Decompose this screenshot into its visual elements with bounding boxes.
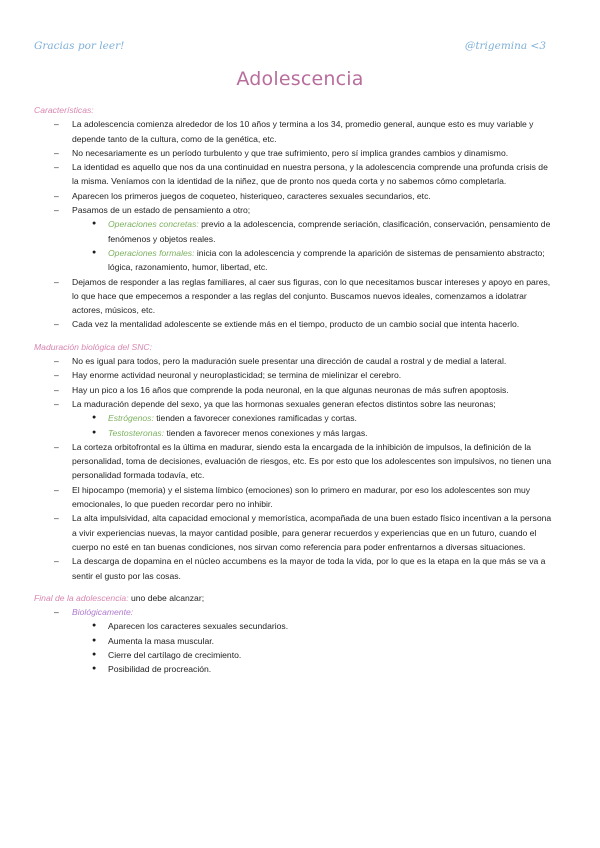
list-item: – Cada vez la mentalidad adolescente se extiende más en el tiempo, producto de un cambio social que intenta hacerlo. xyxy=(34,317,554,331)
header-left-note: Gracias por leer! xyxy=(34,40,125,52)
maduracion-list xyxy=(34,354,554,583)
list-item: – Hay un pico a los 16 años que comprende la poda neuronal, en la que algunas neuronas de más sufren apoptosis. xyxy=(34,383,554,397)
list-item-text: Pasamos de un estado de pensamiento a otro; xyxy=(72,205,251,216)
term-text: tienden a favorecer menos conexiones y más largas. xyxy=(164,427,368,438)
list-item: – Hay enorme actividad neuronal y neuroplasticidad; se termina de mielinizar el cerebro. xyxy=(34,368,554,382)
list-item xyxy=(34,605,554,676)
caracteristicas-list xyxy=(34,117,554,331)
subsection-label-biologicamente: Biológicamente: xyxy=(72,607,134,618)
biologicamente-sublist xyxy=(72,619,554,676)
list-item: – No es igual para todos, pero la maduración suele presentar una dirección de caudal a rostral y de medial a lateral. xyxy=(34,354,554,368)
list-item: – La identidad es aquello que nos da una continuidad en nuestra persona, y la adolescencia comprende una profunda crisis de la misma. Veníamos con la identidad de la niñez, que de pronto nos queda corta y no sabemos cómo completarla. xyxy=(34,160,554,189)
term-label: Estrógenos: xyxy=(108,413,154,424)
sublist-item xyxy=(90,217,554,246)
sublist-item: ● Posibilidad de procreación. xyxy=(90,662,554,676)
list-item-text: La maduración depende del sexo, ya que las hormonas sexuales generan efectos distintos sobre las neuronas; xyxy=(72,398,496,409)
section-title-final-tail: uno debe alcanzar; xyxy=(128,592,205,603)
term-label: Testosteronas: xyxy=(108,427,165,438)
sublist-item: ● Cierre del cartílago de crecimiento. xyxy=(90,648,554,662)
header-right-handle: @trigemina <3 xyxy=(464,40,546,52)
document-body xyxy=(34,103,554,677)
list-item: – El hipocampo (memoria) y el sistema límbico (emociones) son lo primero en madurar, por eso los adolescentes son muy emocionales, lo que pueden recordar pero no inhibir. xyxy=(34,483,554,512)
sublist-item xyxy=(90,246,554,275)
section-title-final-label: Final de la adolescencia: xyxy=(34,592,129,603)
hormonas-sublist xyxy=(72,411,554,440)
list-item: – La adolescencia comienza alrededor de los 10 años y termina a los 34, promedio general, aunque esto es muy variable y depende tanto de la cultura, como de la genética, etc. xyxy=(34,117,554,146)
section-title-maduracion: Maduración biológica del SNC: xyxy=(34,341,152,352)
page-title: Adolescencia xyxy=(236,68,364,90)
list-item: – La corteza orbitofrontal es la última en madurar, siendo esta la encargada de la inhibición de impulsos, la definición de la personalidad, toma de decisiones, evaluación de riesgos, etc. Es por esto que los adolescentes son impulsivos, no tienen una personalidad formada todavía, etc. xyxy=(34,440,554,483)
term-label: Operaciones formales: xyxy=(108,247,195,258)
final-list xyxy=(34,605,554,676)
sublist-item: ● Aparecen los caracteres sexuales secundarios. xyxy=(90,619,554,633)
list-item: – La descarga de dopamina en el núcleo accumbens es la mayor de toda la vida, por lo que es la etapa en la que más se va a sentir el gusto por las cosas. xyxy=(34,554,554,583)
list-item: – Aparecen los primeros juegos de coqueteo, histeriqueo, caracteres sexuales secundarios, etc. xyxy=(34,189,554,203)
list-item: – La alta impulsividad, alta capacidad emocional y memorística, acompañada de una buen estado físico incentivan a la persona a vivir experiencias nuevas, la mayor cantidad posible, para generar recuerdos y experiencias que en un futuro, cuando el cuerpo no esté en tan buenas condiciones, nos sirvan como referencia para poder enfrentarnos a diversas situaciones. xyxy=(34,511,554,554)
pensamiento-sublist xyxy=(72,217,554,274)
sublist-item: ● Aumenta la masa muscular. xyxy=(90,634,554,648)
term-label: Operaciones concretas: xyxy=(108,219,199,230)
list-item xyxy=(34,203,554,274)
list-item xyxy=(34,397,554,440)
term-text: previo a la adolescencia, comprende seriación, clasificación, conservación, pensamiento de fenómenos y objetos reales. xyxy=(108,219,551,244)
list-item: – No necesariamente es un período turbulento y que trae sufrimiento, pero sí implica grandes cambios y dinamismo. xyxy=(34,146,554,160)
section-title-final xyxy=(34,591,554,605)
list-item: – Dejamos de responder a las reglas familiares, al caer sus figuras, con lo que necesitamos buscar intereses y apoyo en pares, lo que hace que empecemos a responder a las reglas del conjunto. Buscamos nuevos ideales, comenzamos a idolatrar actores, músicos, etc. xyxy=(34,275,554,318)
section-title-caracteristicas: Características: xyxy=(34,105,94,115)
sublist-item xyxy=(90,411,554,425)
term-text: tienden a favorecer conexiones ramificadas y cortas. xyxy=(153,413,357,424)
term-text: inicia con la adolescencia y comprende la aparición de sistemas de pensamiento abstracto; lógica, razonamiento, humor, libertad, etc. xyxy=(108,247,545,273)
sublist-item xyxy=(90,426,554,440)
